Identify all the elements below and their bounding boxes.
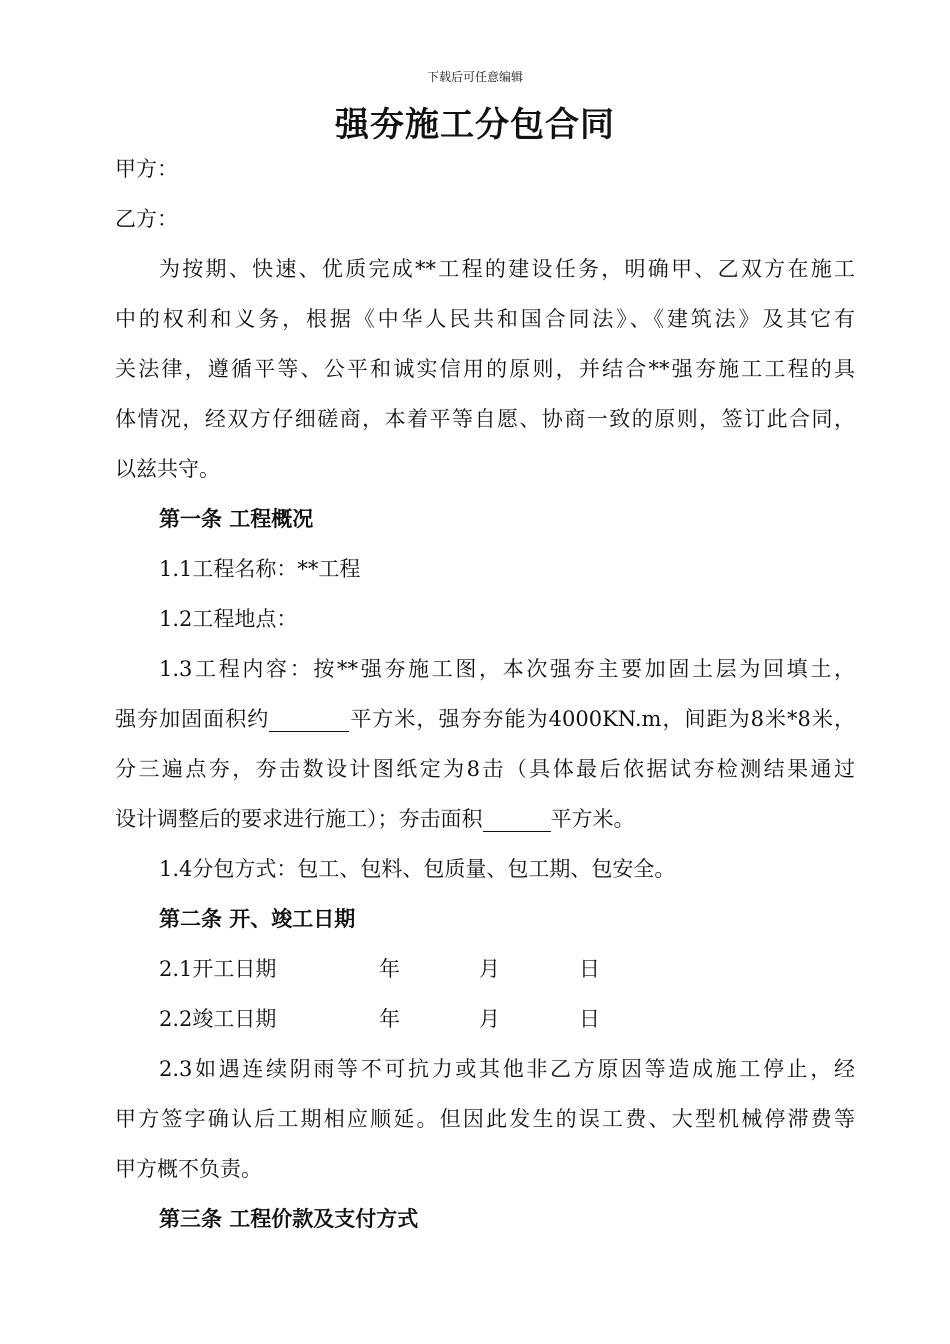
preamble-line: 以兹共守。 [115, 457, 220, 481]
article-2-item-3-line: 2.3如遇连续阴雨等不可抗力或其他非乙方原因等造成施工停止，经 [159, 1057, 855, 1081]
article-2-heading: 第二条 开、竣工日期 [159, 906, 356, 931]
article-1-item-4: 1.4分包方式：包工、包料、包质量、包工期、包安全。 [159, 857, 676, 881]
preamble-line: 中的权利和义务，根据《中华人民共和国合同法》、《建筑法》及其它有 [115, 307, 855, 331]
area-blank-field [269, 705, 349, 732]
document-title: 强夯施工分包合同 [335, 105, 615, 145]
header-note: 下载后可任意编辑 [426, 70, 523, 84]
month-unit: 月 [479, 957, 500, 981]
month-unit: 月 [479, 1007, 500, 1031]
end-date-row [115, 997, 855, 1047]
article-1-item-3-line [115, 797, 855, 847]
article-1-item-2: 1.2工程地点： [159, 607, 298, 631]
article-1-item-3-line: 1.3工程内容：按**强夯施工图，本次强夯主要加固土层为回填土， [159, 657, 855, 681]
text-segment: 强夯加固面积约 [115, 707, 270, 731]
preamble-line: 为按期、快速、优质完成**工程的建设任务，明确甲、乙双方在施工 [159, 257, 855, 281]
text-segment: 平方米。 [550, 807, 635, 831]
article-3-heading: 第三条 工程价款及支付方式 [159, 1206, 419, 1231]
start-date-row [115, 947, 855, 997]
start-date-label: 2.1开工日期 [159, 957, 277, 981]
tamping-area-blank-field [483, 805, 551, 832]
article-1-item-3-line [115, 697, 855, 747]
party-a-line: 甲方： [115, 157, 178, 181]
article-1-item-3-line: 分三遍点夯，夯击数设计图纸定为8击（具体最后依据试夯检测结果通过 [115, 757, 855, 781]
text-segment: 平方米，强夯夯能为4000KN.m，间距为8米*8米， [349, 707, 855, 731]
article-2-item-3-line: 甲方签字确认后工期相应顺延。但因此发生的误工费、大型机械停滞费等 [115, 1107, 855, 1131]
contract-body [115, 147, 855, 1247]
party-b-line: 乙方： [115, 207, 178, 231]
day-unit: 日 [579, 1007, 600, 1031]
text-segment: 设计调整后的要求进行施工）；夯击面积 [115, 807, 483, 831]
preamble-line: 体情况，经双方仔细磋商，本着平等自愿、协商一致的原则，签订此合同， [115, 407, 855, 431]
end-date-label: 2.2竣工日期 [159, 1007, 277, 1031]
day-unit: 日 [579, 957, 600, 981]
year-unit: 年 [379, 1007, 400, 1031]
preamble-line: 关法律，遵循平等、公平和诚实信用的原则，并结合**强夯施工工程的具 [115, 357, 855, 381]
article-1-item-1: 1.1工程名称：**工程 [159, 557, 361, 581]
article-2-item-3-line: 甲方概不负责。 [115, 1157, 262, 1181]
article-1-heading: 第一条 工程概况 [159, 506, 314, 531]
year-unit: 年 [379, 957, 400, 981]
